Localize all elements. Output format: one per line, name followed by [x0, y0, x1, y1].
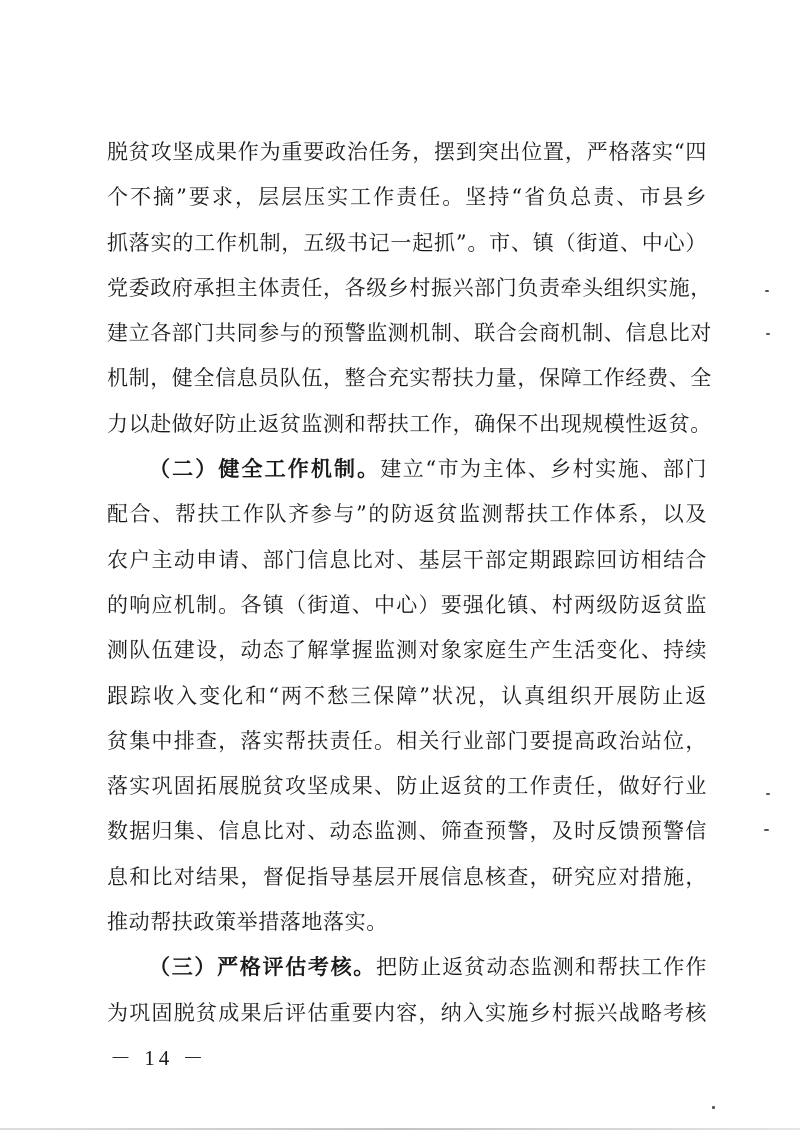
paragraph-2 [107, 447, 707, 945]
text-line: 建立各部门共同参与的预警监测机制、联合会商机制、信息比对 [107, 321, 712, 346]
text-line: 跟踪收入变化和“两不愁三保障”状况，认真组织开展防止返 [107, 683, 707, 708]
text-line: 为巩固脱贫成果后评估重要内容，纳入实施乡村振兴战略考核 [107, 1000, 707, 1025]
section-heading: （三）严格评估考核。 [149, 955, 376, 980]
text-line: 落实巩固拓展脱贫攻坚成果、防止返贫的工作责任，做好行业 [107, 774, 707, 799]
text-span: 把防止返贫动态监测和帮扶工作作 [376, 955, 707, 980]
scan-mark [712, 1106, 715, 1109]
scan-mark [766, 793, 770, 795]
document-body [107, 130, 712, 1036]
page-number: － 14 － [110, 1046, 208, 1070]
paragraph-3 [107, 945, 707, 1036]
text-line: 的响应机制。各镇（街道、中心）要强化镇、村两级防返贫监 [107, 592, 707, 617]
scan-mark [765, 290, 769, 292]
text-line: 个不摘”要求，层层压实工作责任。坚持“省负总责、市县乡 [107, 185, 707, 210]
text-line: 农户主动申请、部门信息比对、基层干部定期跟踪回访相结合 [107, 547, 707, 572]
text-span: 建立“市为主体、乡村实施、部门 [380, 457, 707, 482]
paragraph-1 [107, 130, 712, 447]
text-line: 数据归集、信息比对、动态监测、筛查预警，及时反馈预警信 [107, 819, 707, 844]
text-line: 息和比对结果，督促指导基层开展信息核查，研究应对措施， [107, 864, 707, 889]
scan-mark [766, 333, 770, 335]
text-line [107, 447, 707, 492]
text-line: 测队伍建设，动态了解掌握监测对象家庭生产生活变化、持续 [107, 638, 707, 663]
text-line [107, 945, 707, 990]
text-line: 推动帮扶政策举措落地落实。 [107, 910, 388, 935]
section-heading: （二）健全工作机制。 [149, 457, 381, 482]
scan-edge [0, 1128, 800, 1130]
text-line: 脱贫攻坚成果作为重要政治任务，摆到突出位置，严格落实“四 [107, 140, 707, 164]
text-line: 配合、帮扶工作队齐参与”的防返贫监测帮扶工作体系，以及 [107, 502, 707, 527]
text-line: 力以赴做好防止返贫监测和帮扶工作，确保不出现规模性返贫。 [107, 411, 712, 436]
text-line: 贫集中排查，落实帮扶责任。相关行业部门要提高政治站位， [107, 728, 707, 753]
text-line: 党委政府承担主体责任，各级乡村振兴部门负责牵头组织实施， [107, 275, 712, 300]
text-line: 抓落实的工作机制，五级书记一起抓”。市、镇（街道、中心） [107, 230, 707, 255]
text-line: 机制，健全信息员队伍，整合充实帮扶力量，保障工作经费、全 [107, 366, 712, 391]
scan-mark [764, 829, 769, 831]
